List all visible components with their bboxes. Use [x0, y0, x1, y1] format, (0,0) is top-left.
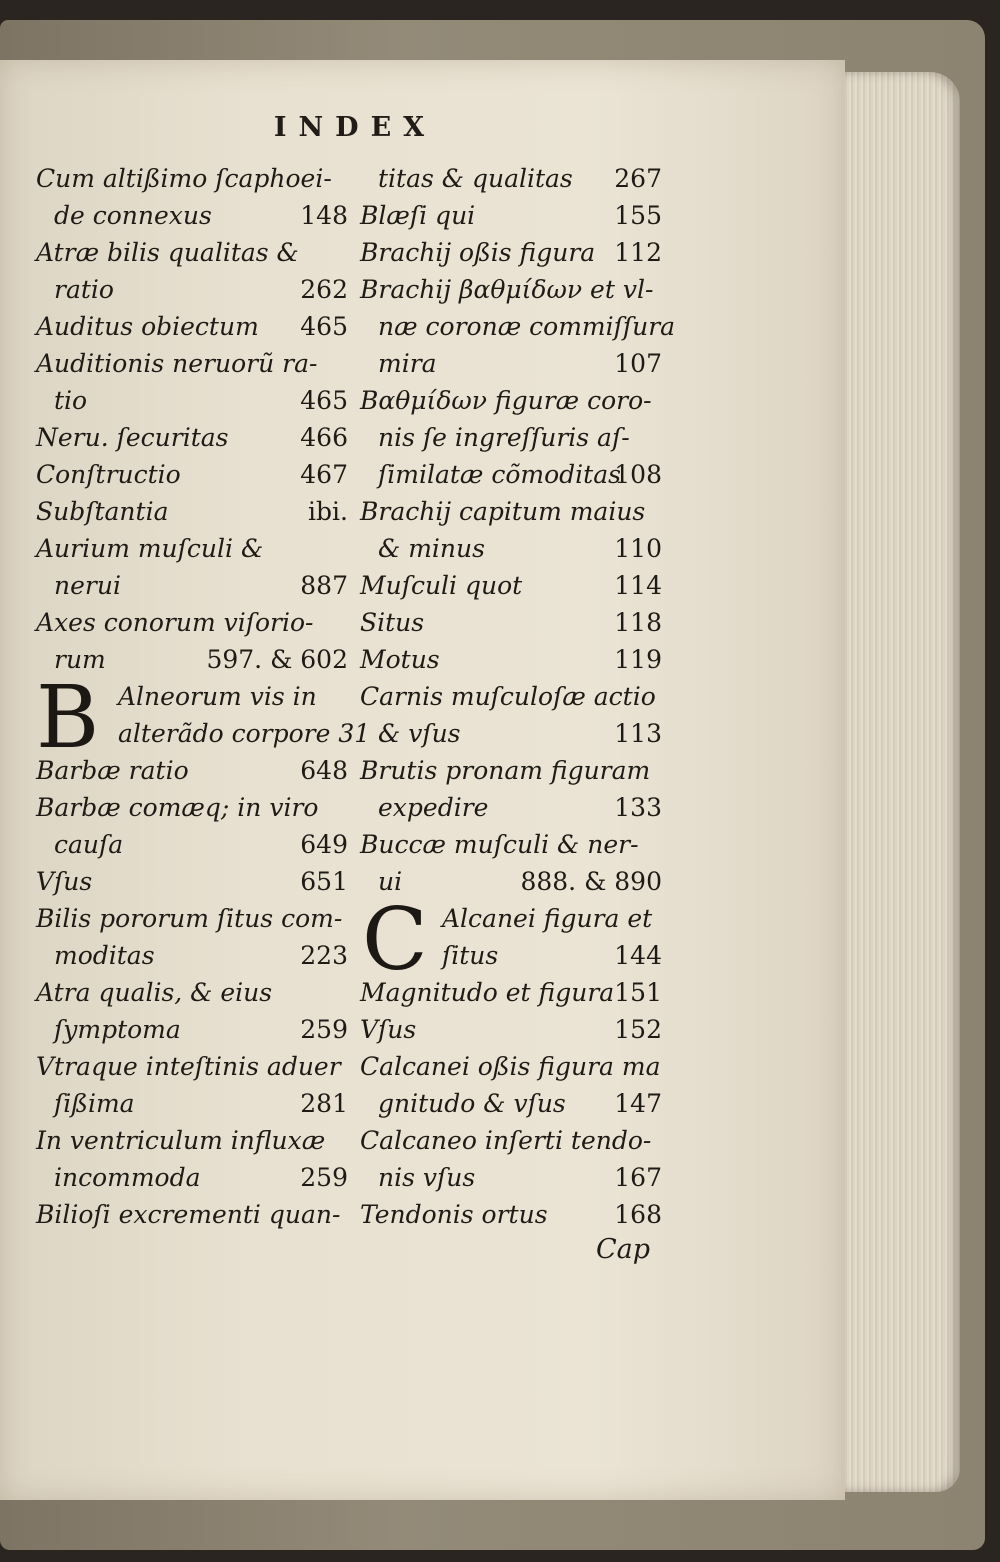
entry-page: 168 [614, 1200, 662, 1229]
index-entry [360, 160, 662, 197]
entry-page: 144 [614, 941, 662, 970]
index-entry [36, 1011, 348, 1048]
index-entry [36, 271, 348, 308]
entry-term: Bilis pororum ſitus com- [36, 904, 343, 933]
entry-term: rum [54, 645, 106, 674]
entry-term: Alneorum vis in [118, 682, 317, 711]
entry-term: mira [378, 349, 437, 378]
entry-term: Subſtantia [36, 497, 169, 526]
entry-term: Vſus [36, 867, 93, 896]
index-entry [36, 382, 348, 419]
entry-page: 110 [614, 534, 662, 563]
index-entry [360, 752, 662, 789]
entry-page: 267 [614, 164, 662, 193]
index-entry [360, 308, 676, 345]
index-entry [36, 197, 348, 234]
entry-term: cauſa [54, 830, 124, 859]
index-entry [360, 382, 662, 419]
index-entry [360, 234, 662, 271]
index-entry [36, 493, 348, 530]
entry-term: Brachij βαθμίδων et vl- [360, 275, 654, 304]
index-entry [360, 715, 662, 752]
entry-term: ratio [54, 275, 114, 304]
entry-term: Barbæ comæq; in viro [36, 793, 319, 822]
index-entry [360, 1196, 662, 1233]
entry-page: 112 [614, 238, 662, 267]
index-entry [36, 1159, 348, 1196]
index-entry [36, 900, 348, 937]
index-entry [360, 1159, 662, 1196]
entry-page: 147 [614, 1089, 662, 1118]
dropcap-b: B [36, 668, 100, 768]
index-entry [36, 826, 348, 863]
entry-term: Atra qualis, & eius [36, 978, 273, 1007]
index-entry [36, 530, 348, 567]
entry-page: 113 [614, 719, 662, 748]
entry-term: Neru. ſecuritas [36, 423, 229, 452]
page-edges [830, 72, 960, 1492]
entry-page: 649 [300, 830, 348, 859]
entry-term: Tendonis ortus [360, 1200, 548, 1229]
entry-page: 118 [614, 608, 662, 637]
entry-term: Situs [360, 608, 425, 637]
index-entry [36, 456, 348, 493]
index-entry [360, 493, 662, 530]
entry-page: 887 [300, 571, 348, 600]
entry-term: Brachij capitum maius [360, 497, 646, 526]
index-entry [36, 419, 348, 456]
index-entry [360, 1122, 662, 1159]
entry-term: Buccæ muſculi & ner- [360, 830, 639, 859]
index-entry [360, 1085, 662, 1122]
entry-term: Bilioſi excrementi quan- [36, 1200, 341, 1229]
entry-page: 467 [300, 460, 348, 489]
entry-page: 262 [300, 275, 348, 304]
entry-term: Atræ bilis qualitas & [36, 238, 299, 267]
index-entry [36, 863, 348, 900]
index-entry [360, 271, 662, 308]
entry-term: titas & qualitas [378, 164, 573, 193]
entry-page: 651 [300, 867, 348, 896]
entry-term: Motus [360, 645, 440, 674]
entry-term: Alcanei figura et [442, 904, 653, 933]
dropcap-c: C [362, 890, 428, 990]
entry-term: Vtraque inteſtinis aduer [36, 1052, 341, 1081]
entry-page: 133 [614, 793, 662, 822]
index-entry [360, 1011, 662, 1048]
entry-term: Conſtructio [36, 460, 181, 489]
index-entry [36, 1196, 348, 1233]
entry-term: expedire [378, 793, 489, 822]
entry-page: 119 [614, 645, 662, 674]
index-entry [360, 604, 662, 641]
entry-page: 114 [614, 571, 662, 600]
entry-page: 465 [300, 386, 348, 415]
entry-term: Magnitudo et figura [360, 978, 615, 1007]
entry-term: tio [54, 386, 88, 415]
index-entry [36, 1085, 348, 1122]
index-entry [360, 456, 662, 493]
index-entry [360, 530, 662, 567]
entry-term: Axes conorum viſorio- [36, 608, 314, 637]
index-entry [360, 789, 662, 826]
entry-term: næ coronæ commiſſura [378, 312, 676, 341]
entry-term: gnitudo & vſus [378, 1089, 566, 1118]
running-header: INDEX [273, 112, 437, 143]
index-entry [36, 937, 348, 974]
entry-page: 108 [614, 460, 662, 489]
entry-term: & vſus [378, 719, 461, 748]
entry-term: nis ſe ingreſſuris aſ- [378, 423, 630, 452]
entry-term: Barbæ ratio [36, 756, 189, 785]
entry-term: Brachij oßis figura [360, 238, 596, 267]
entry-term: Vſus [360, 1015, 417, 1044]
entry-term: Calcaneo inſerti tendo- [360, 1126, 652, 1155]
entry-page: 107 [614, 349, 662, 378]
entry-page: 152 [614, 1015, 662, 1044]
entry-page: 465 [300, 312, 348, 341]
index-entry [360, 567, 662, 604]
entry-term: moditas [54, 941, 155, 970]
entry-term: ſitus [442, 941, 499, 970]
entry-term: de connexus [54, 201, 212, 230]
entry-term: Carnis muſculoſæ actio [360, 682, 656, 711]
index-entry [36, 789, 348, 826]
entry-term: ui [378, 867, 403, 896]
index-entry [36, 604, 348, 641]
entry-term: Aurium muſculi & [36, 534, 264, 563]
index-entry [360, 1048, 662, 1085]
index-entry [36, 567, 348, 604]
entry-page: 597. & 602 [206, 645, 348, 674]
entry-term: Cum altißimo ſcaphoei- [36, 164, 332, 193]
entry-page: 167 [614, 1163, 662, 1192]
index-entry [36, 1122, 348, 1159]
index-entry [36, 160, 348, 197]
index-entry [360, 419, 662, 456]
entry-page: 259 [300, 1015, 348, 1044]
entry-page: 259 [300, 1163, 348, 1192]
entry-term: ſymptoma [54, 1015, 181, 1044]
entry-page: 151 [614, 978, 662, 1007]
index-entry [360, 826, 662, 863]
entry-term: & minus [378, 534, 485, 563]
entry-term: Muſculi quot [360, 571, 523, 600]
entry-page: 888. & 890 [520, 867, 662, 896]
index-entry [36, 974, 348, 1011]
index-entry [36, 345, 348, 382]
index-entry [360, 345, 662, 382]
index-entry [360, 641, 662, 678]
entry-term: alterãdo corpore 31 [118, 719, 371, 748]
entry-term: In ventriculum influxæ [36, 1126, 326, 1155]
index-entry [36, 308, 348, 345]
entry-page: 648 [300, 756, 348, 785]
entry-term: incommoda [54, 1163, 201, 1192]
entry-term: nis vſus [378, 1163, 476, 1192]
catchword: Cap [596, 1234, 651, 1265]
entry-term: Auditus obiectum [36, 312, 259, 341]
entry-term: Auditionis neruorũ ra- [36, 349, 318, 378]
entry-term: ſißima [54, 1089, 135, 1118]
index-entry [360, 678, 662, 715]
entry-page: 223 [300, 941, 348, 970]
entry-page: 281 [300, 1089, 348, 1118]
entry-page: 466 [300, 423, 348, 452]
entry-term: Βαθμίδων figuræ coro- [360, 386, 652, 415]
entry-term: ſimilatæ cõmoditas [378, 460, 621, 489]
entry-page: 155 [614, 201, 662, 230]
index-column-right [360, 160, 676, 1229]
entry-term: nerui [54, 571, 121, 600]
entry-page: 148 [300, 201, 348, 230]
index-entry [36, 1048, 348, 1085]
index-entry [360, 197, 662, 234]
entry-page: ibi. [308, 497, 348, 526]
entry-term: Brutis pronam figuram [360, 756, 651, 785]
entry-term: Calcanei oßis figura ma [360, 1052, 661, 1081]
index-entry [36, 234, 348, 271]
entry-term: Blæſi qui [360, 201, 476, 230]
